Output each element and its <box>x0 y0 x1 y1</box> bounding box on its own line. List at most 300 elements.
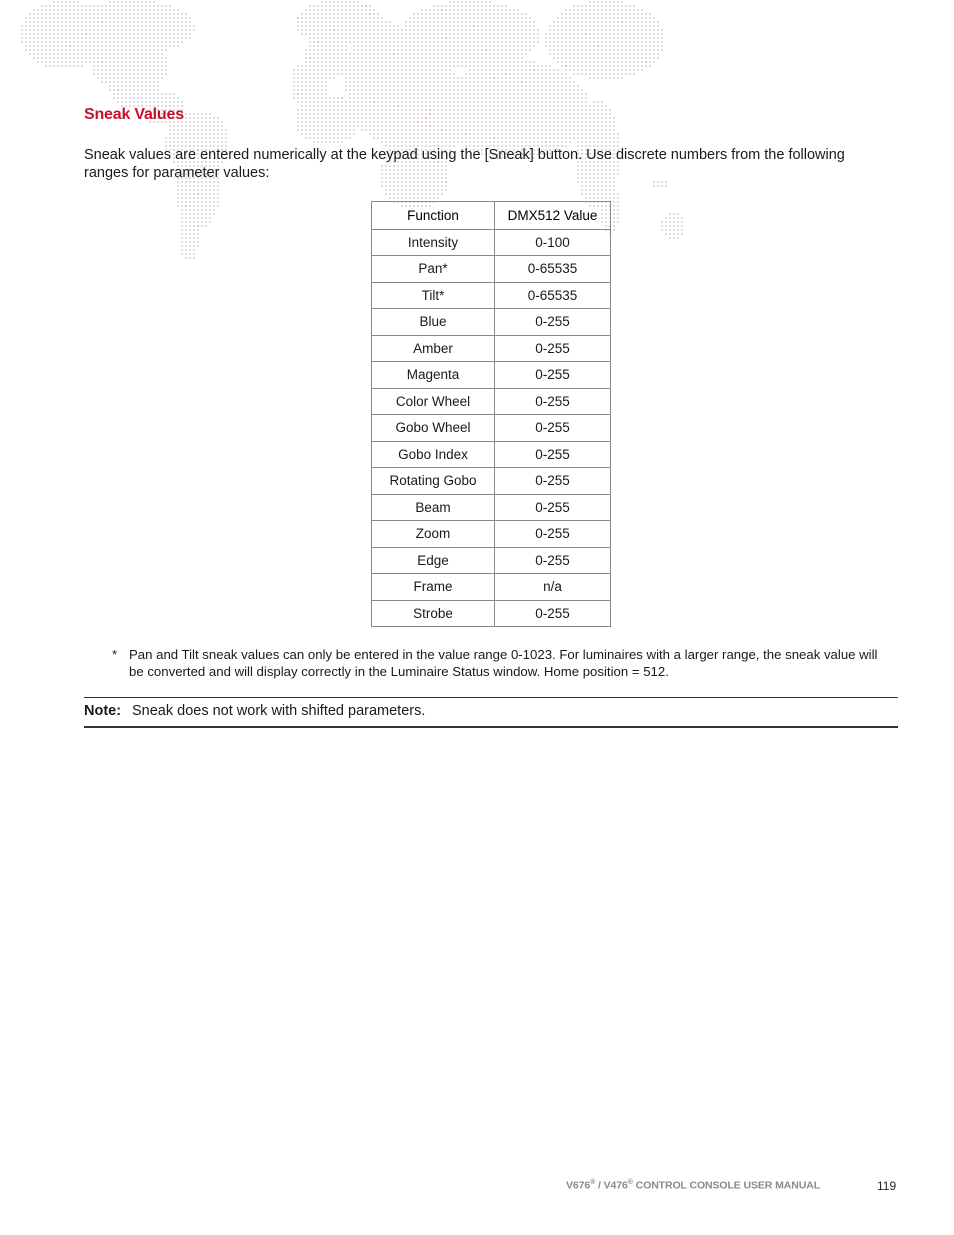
map-dot <box>481 37 483 39</box>
map-dot <box>601 29 603 31</box>
map-dot <box>505 33 507 35</box>
map-dot <box>617 69 619 71</box>
map-dot <box>337 113 339 115</box>
map-dot <box>337 129 339 131</box>
map-dot <box>313 29 315 31</box>
map-dot <box>469 13 471 15</box>
map-dot <box>425 109 427 111</box>
map-dot <box>497 93 499 95</box>
map-dot <box>613 197 615 199</box>
map-dot <box>33 17 35 19</box>
map-dot <box>61 61 63 63</box>
map-dot <box>613 9 615 11</box>
map-dot <box>153 73 155 75</box>
map-dot <box>461 13 463 15</box>
map-dot <box>505 141 507 143</box>
map-dot <box>441 185 443 187</box>
map-dot <box>617 73 619 75</box>
cell-dmx512-value: 0-65535 <box>495 282 611 309</box>
map-dot <box>381 29 383 31</box>
map-dot <box>557 73 559 75</box>
map-dot <box>45 53 47 55</box>
map-dot <box>637 21 639 23</box>
map-dot <box>473 69 475 71</box>
map-dot <box>125 45 127 47</box>
map-dot <box>293 73 295 75</box>
map-dot <box>413 85 415 87</box>
map-dot <box>309 61 311 63</box>
map-dot <box>437 117 439 119</box>
map-dot <box>553 89 555 91</box>
map-dot <box>153 37 155 39</box>
map-dot <box>161 25 163 27</box>
map-dot <box>581 61 583 63</box>
map-dot <box>365 25 367 27</box>
map-dot <box>449 21 451 23</box>
map-dot <box>609 53 611 55</box>
map-dot <box>637 57 639 59</box>
map-dot <box>549 45 551 47</box>
map-dot <box>581 49 583 51</box>
map-dot <box>513 45 515 47</box>
map-dot <box>437 61 439 63</box>
map-dot <box>209 189 211 191</box>
map-dot <box>389 93 391 95</box>
map-dot <box>517 89 519 91</box>
map-dot <box>589 25 591 27</box>
map-dot <box>353 1 355 3</box>
map-dot <box>433 125 435 127</box>
map-dot <box>525 49 527 51</box>
map-dot <box>581 105 583 107</box>
map-dot <box>445 141 447 143</box>
map-dot <box>385 117 387 119</box>
map-dot <box>441 65 443 67</box>
map-dot <box>613 137 615 139</box>
map-dot <box>169 101 171 103</box>
map-dot <box>361 69 363 71</box>
map-dot <box>101 17 103 19</box>
map-dot <box>377 101 379 103</box>
table-row <box>372 415 611 442</box>
map-dot <box>597 57 599 59</box>
map-dot <box>537 77 539 79</box>
map-dot <box>605 125 607 127</box>
map-dot <box>485 101 487 103</box>
map-dot <box>461 41 463 43</box>
map-dot <box>437 41 439 43</box>
map-dot <box>189 33 191 35</box>
map-dot <box>525 81 527 83</box>
map-dot <box>461 105 463 107</box>
table-row <box>372 468 611 495</box>
map-dot <box>417 13 419 15</box>
map-dot <box>421 37 423 39</box>
map-dot <box>349 9 351 11</box>
map-dot <box>453 97 455 99</box>
map-dot <box>565 17 567 19</box>
map-dot <box>629 33 631 35</box>
map-dot <box>113 37 115 39</box>
map-dot <box>345 37 347 39</box>
map-dot <box>373 29 375 31</box>
map-dot <box>141 41 143 43</box>
map-dot <box>357 121 359 123</box>
map-dot <box>205 113 207 115</box>
map-dot <box>81 65 83 67</box>
map-dot <box>345 69 347 71</box>
map-dot <box>121 17 123 19</box>
map-dot <box>97 33 99 35</box>
map-dot <box>169 125 171 127</box>
map-dot <box>333 61 335 63</box>
map-dot <box>117 17 119 19</box>
map-dot <box>465 73 467 75</box>
map-dot <box>613 213 615 215</box>
map-dot <box>181 205 183 207</box>
map-dot <box>457 113 459 115</box>
map-dot <box>201 189 203 191</box>
map-dot <box>61 65 63 67</box>
map-dot <box>73 45 75 47</box>
map-dot <box>353 105 355 107</box>
map-dot <box>413 13 415 15</box>
map-dot <box>193 225 195 227</box>
map-dot <box>173 133 175 135</box>
map-dot <box>209 213 211 215</box>
map-dot <box>405 85 407 87</box>
map-dot <box>445 81 447 83</box>
map-dot <box>133 45 135 47</box>
map-dot <box>77 21 79 23</box>
map-dot <box>509 109 511 111</box>
map-dot <box>485 49 487 51</box>
map-dot <box>365 21 367 23</box>
map-dot <box>625 41 627 43</box>
map-dot <box>437 65 439 67</box>
map-dot <box>77 61 79 63</box>
map-dot <box>409 97 411 99</box>
map-dot <box>329 125 331 127</box>
map-dot <box>65 25 67 27</box>
map-dot <box>357 89 359 91</box>
map-dot <box>213 193 215 195</box>
map-dot <box>61 9 63 11</box>
map-dot <box>349 53 351 55</box>
map-dot <box>393 65 395 67</box>
map-dot <box>581 97 583 99</box>
map-dot <box>629 45 631 47</box>
map-dot <box>421 193 423 195</box>
map-dot <box>373 61 375 63</box>
map-dot <box>581 125 583 127</box>
map-dot <box>81 53 83 55</box>
map-dot <box>41 13 43 15</box>
map-dot <box>25 37 27 39</box>
map-dot <box>389 73 391 75</box>
map-dot <box>521 125 523 127</box>
map-dot <box>213 185 215 187</box>
map-dot <box>573 105 575 107</box>
map-dot <box>625 5 627 7</box>
map-dot <box>189 257 191 259</box>
map-dot <box>577 45 579 47</box>
map-dot <box>585 73 587 75</box>
map-dot <box>373 69 375 71</box>
map-dot <box>541 65 543 67</box>
map-dot <box>225 129 227 131</box>
column-header-function: Function <box>372 202 495 230</box>
map-dot <box>105 57 107 59</box>
map-dot <box>373 129 375 131</box>
cell-dmx512-value: 0-255 <box>495 547 611 574</box>
map-dot <box>513 25 515 27</box>
map-dot <box>473 133 475 135</box>
map-dot <box>181 101 183 103</box>
map-dot <box>413 129 415 131</box>
map-dot <box>477 45 479 47</box>
map-dot <box>473 37 475 39</box>
map-dot <box>165 13 167 15</box>
map-dot <box>393 101 395 103</box>
map-dot <box>393 41 395 43</box>
map-dot <box>597 117 599 119</box>
map-dot <box>401 117 403 119</box>
map-dot <box>73 1 75 3</box>
map-dot <box>441 85 443 87</box>
map-dot <box>417 81 419 83</box>
map-dot <box>165 5 167 7</box>
map-dot <box>137 57 139 59</box>
map-dot <box>101 29 103 31</box>
map-dot <box>429 113 431 115</box>
map-dot <box>213 129 215 131</box>
map-dot <box>337 41 339 43</box>
map-dot <box>413 77 415 79</box>
map-dot <box>425 61 427 63</box>
map-dot <box>413 109 415 111</box>
map-dot <box>521 73 523 75</box>
map-dot <box>641 65 643 67</box>
map-dot <box>397 141 399 143</box>
map-dot <box>473 9 475 11</box>
map-dot <box>349 133 351 135</box>
map-dot <box>505 85 507 87</box>
map-dot <box>641 17 643 19</box>
map-dot <box>473 49 475 51</box>
map-dot <box>97 41 99 43</box>
map-dot <box>329 101 331 103</box>
map-dot <box>477 129 479 131</box>
map-dot <box>541 105 543 107</box>
map-dot <box>197 217 199 219</box>
map-dot <box>81 33 83 35</box>
map-dot <box>189 141 191 143</box>
map-dot <box>189 201 191 203</box>
map-dot <box>465 133 467 135</box>
map-dot <box>633 65 635 67</box>
map-dot <box>497 41 499 43</box>
map-dot <box>137 21 139 23</box>
map-dot <box>357 73 359 75</box>
map-dot <box>321 101 323 103</box>
map-dot <box>213 209 215 211</box>
map-dot <box>425 117 427 119</box>
map-dot <box>517 113 519 115</box>
map-dot <box>489 53 491 55</box>
map-dot <box>301 29 303 31</box>
map-dot <box>569 129 571 131</box>
map-dot <box>185 141 187 143</box>
map-dot <box>133 77 135 79</box>
map-dot <box>489 9 491 11</box>
map-dot <box>421 101 423 103</box>
map-dot <box>113 89 115 91</box>
map-dot <box>25 17 27 19</box>
map-dot <box>385 109 387 111</box>
map-dot <box>25 41 27 43</box>
map-dot <box>361 41 363 43</box>
map-dot <box>133 57 135 59</box>
map-dot <box>69 57 71 59</box>
map-dot <box>565 9 567 11</box>
map-dot <box>605 77 607 79</box>
map-dot <box>581 129 583 131</box>
map-dot <box>469 137 471 139</box>
map-dot <box>181 209 183 211</box>
map-dot <box>557 97 559 99</box>
map-dot <box>25 33 27 35</box>
map-dot <box>497 129 499 131</box>
map-dot <box>669 233 671 235</box>
map-dot <box>613 61 615 63</box>
map-dot <box>653 61 655 63</box>
map-dot <box>105 45 107 47</box>
map-dot <box>549 41 551 43</box>
map-dot <box>433 81 435 83</box>
map-dot <box>377 109 379 111</box>
map-dot <box>513 69 515 71</box>
map-dot <box>293 77 295 79</box>
map-dot <box>425 105 427 107</box>
map-dot <box>493 137 495 139</box>
map-dot <box>485 133 487 135</box>
map-dot <box>413 105 415 107</box>
map-dot <box>381 97 383 99</box>
map-dot <box>157 21 159 23</box>
map-dot <box>429 49 431 51</box>
map-dot <box>561 117 563 119</box>
map-dot <box>497 113 499 115</box>
map-dot <box>433 113 435 115</box>
map-dot <box>397 125 399 127</box>
map-dot <box>53 9 55 11</box>
map-dot <box>597 45 599 47</box>
map-dot <box>57 33 59 35</box>
map-dot <box>605 61 607 63</box>
map-dot <box>617 1 619 3</box>
map-dot <box>453 117 455 119</box>
map-dot <box>101 45 103 47</box>
map-dot <box>341 49 343 51</box>
map-dot <box>453 121 455 123</box>
map-dot <box>513 37 515 39</box>
map-dot <box>445 73 447 75</box>
map-dot <box>577 97 579 99</box>
cell-function: Rotating Gobo <box>372 468 495 495</box>
map-dot <box>129 57 131 59</box>
map-dot <box>593 141 595 143</box>
map-dot <box>613 133 615 135</box>
map-dot <box>349 113 351 115</box>
map-dot <box>393 197 395 199</box>
map-dot <box>393 89 395 91</box>
map-dot <box>53 41 55 43</box>
map-dot <box>361 113 363 115</box>
map-dot <box>385 125 387 127</box>
map-dot <box>185 217 187 219</box>
map-dot <box>397 49 399 51</box>
map-dot <box>577 37 579 39</box>
map-dot <box>605 73 607 75</box>
map-dot <box>565 133 567 135</box>
map-dot <box>537 41 539 43</box>
map-dot <box>397 137 399 139</box>
map-dot <box>469 1 471 3</box>
map-dot <box>445 93 447 95</box>
map-dot <box>593 117 595 119</box>
map-dot <box>601 53 603 55</box>
map-dot <box>653 41 655 43</box>
map-dot <box>501 25 503 27</box>
map-dot <box>181 229 183 231</box>
map-dot <box>149 89 151 91</box>
map-dot <box>77 17 79 19</box>
map-dot <box>581 113 583 115</box>
map-dot <box>321 109 323 111</box>
map-dot <box>305 89 307 91</box>
map-dot <box>501 41 503 43</box>
map-dot <box>505 105 507 107</box>
map-dot <box>405 37 407 39</box>
map-dot <box>181 253 183 255</box>
map-dot <box>597 141 599 143</box>
map-dot <box>369 61 371 63</box>
map-dot <box>417 97 419 99</box>
map-dot <box>445 185 447 187</box>
map-dot <box>521 89 523 91</box>
map-dot <box>317 69 319 71</box>
map-dot <box>645 53 647 55</box>
map-dot <box>321 93 323 95</box>
map-dot <box>149 45 151 47</box>
map-dot <box>505 117 507 119</box>
map-dot <box>497 17 499 19</box>
map-dot <box>133 101 135 103</box>
map-dot <box>581 189 583 191</box>
map-dot <box>329 45 331 47</box>
map-dot <box>109 73 111 75</box>
map-dot <box>333 113 335 115</box>
cell-function: Magenta <box>372 362 495 389</box>
map-dot <box>345 89 347 91</box>
map-dot <box>673 229 675 231</box>
map-dot <box>601 33 603 35</box>
map-dot <box>573 17 575 19</box>
map-dot <box>177 185 179 187</box>
map-dot <box>621 37 623 39</box>
map-dot <box>337 37 339 39</box>
